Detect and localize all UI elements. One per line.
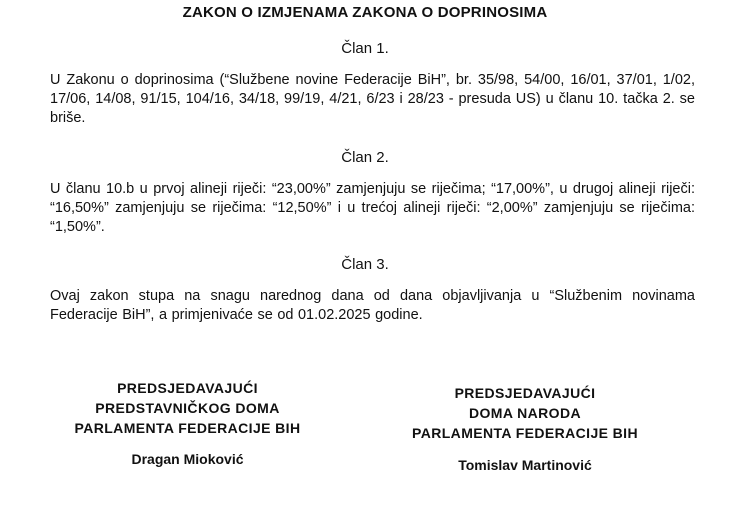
signatory-right-name: Tomislav Martinović xyxy=(458,457,592,473)
signatory-right-title xyxy=(395,383,655,443)
article-3-heading: Član 3. xyxy=(341,256,389,273)
signatory-right-line-2: DOMA NARODA xyxy=(469,405,581,421)
signatory-right-line-3: PARLAMENTA FEDERACIJE BIH xyxy=(412,425,638,441)
signatory-left-line-1: PREDSJEDAVAJUĆI xyxy=(117,380,258,396)
article-1-heading: Član 1. xyxy=(341,40,389,57)
signatory-left-name: Dragan Mioković xyxy=(131,451,244,467)
document-title: ZAKON O IZMJENAMA ZAKONA O DOPRINOSIMA xyxy=(182,4,548,21)
signatory-left-line-2: PREDSTAVNIČKOG DOMA xyxy=(95,400,280,416)
signatory-left-line-3: PARLAMENTA FEDERACIJE BIH xyxy=(74,420,301,436)
article-2-text: U članu 10.b u prvoj alineji riječi: “23,00%” zamjenjuju se riječima; “17,00%”, u drugoj alineji riječi: “16,50%” zamjenjuju se riječima: “12,50%” i u trećoj alineji riječi: “2,00%” zamjenjuju se riječima: “1,50%”. xyxy=(50,181,695,235)
article-3-text: Ovaj zakon stupa na snagu narednog dana od dana objavljivanja u “Službenim novinama Federacije BiH”, a primjenivaće se od 01.02.2025 godine. xyxy=(50,288,695,323)
signatory-right-line-1: PREDSJEDAVAJUĆI xyxy=(454,385,596,401)
article-2-heading: Član 2. xyxy=(341,149,389,166)
signatory-left-title xyxy=(60,378,315,438)
article-1-text: U Zakonu o doprinosima (“Službene novine Federacije BiH”, br. 35/98, 54/00, 16/01, 37/01, 1/02, 17/06, 14/08, 91/15, 104/16, 34/18, 99/19, 4/21, 6/23 i 28/23 - presuda US) u članu 10. tačka 2. se briše. xyxy=(50,72,695,126)
